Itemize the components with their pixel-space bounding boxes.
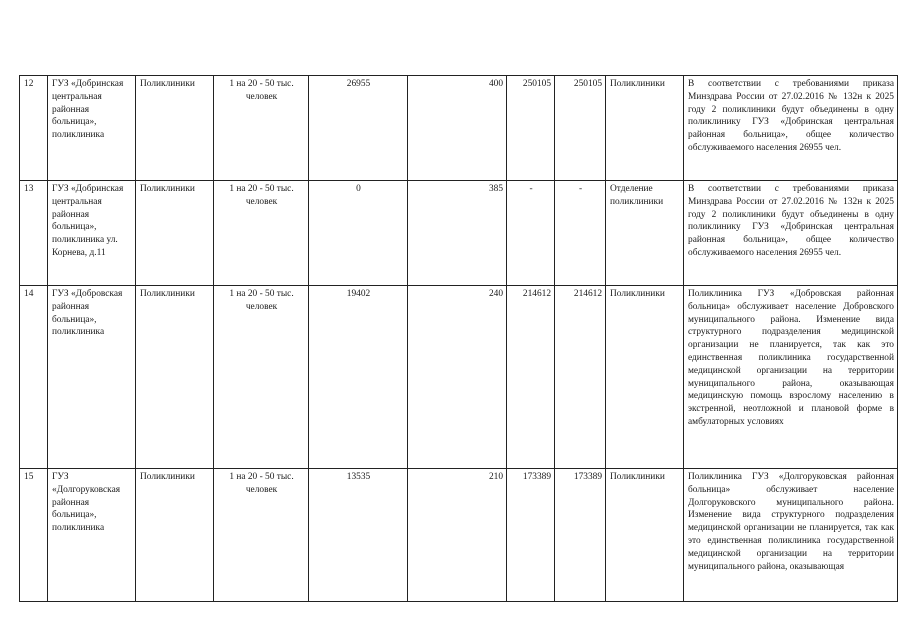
new-type-cell: Поликлиники — [606, 76, 684, 181]
visits-cell: 385 — [408, 181, 507, 286]
capacity-norm: 1 на 20 - 50 тыс. человек — [214, 286, 309, 469]
note-cell: Поликлиника ГУЗ «Добровская районная больница» обслуживает население Добровского муниципального района. Изменение вида структурного подразделения медицинской организации не планируется, так как это единственная поликлиника государственной медицинской организации на территории муниципального района, оказывающая медицинскую помощь взрослому населению в экстренной, неотложной и плановой форме в амбулаторных условиях — [684, 286, 898, 469]
facility-type: Поликлиники — [136, 286, 214, 469]
facility-name: ГУЗ «Добринская центральная районная больница», поликлиника ул. Корнева, д.11 — [48, 181, 136, 286]
value-b-cell: - — [555, 181, 606, 286]
table-row — [20, 286, 898, 469]
facility-type: Поликлиники — [136, 469, 214, 602]
population-cell: 0 — [309, 181, 408, 286]
value-b-cell: 173389 — [555, 469, 606, 602]
population-cell: 13535 — [309, 469, 408, 602]
facility-name: ГУЗ «Добровская районная больница», поликлиника — [48, 286, 136, 469]
visits-cell: 240 — [408, 286, 507, 469]
capacity-norm: 1 на 20 - 50 тыс. человек — [214, 76, 309, 181]
row-number: 14 — [20, 286, 48, 469]
capacity-norm: 1 на 20 - 50 тыс. человек — [214, 181, 309, 286]
note-cell: Поликлиника ГУЗ «Долгоруковская районная больница» обслуживает население Долгоруковского муниципального района. Изменение вида структурного подразделения медицинской организации не планируется, так как это единственная поликлиника государственной медицинской организации на территории муниципального района, оказывающая — [684, 469, 898, 602]
table-row — [20, 181, 898, 286]
facility-type: Поликлиники — [136, 181, 214, 286]
visits-cell: 400 — [408, 76, 507, 181]
population-cell: 26955 — [309, 76, 408, 181]
table-row — [20, 469, 898, 602]
visits-cell: 210 — [408, 469, 507, 602]
row-number: 13 — [20, 181, 48, 286]
row-number: 15 — [20, 469, 48, 602]
population-cell: 19402 — [309, 286, 408, 469]
value-b-cell: 214612 — [555, 286, 606, 469]
value-b-cell: 250105 — [555, 76, 606, 181]
new-type-cell: Поликлиники — [606, 286, 684, 469]
row-number: 12 — [20, 76, 48, 181]
capacity-norm: 1 на 20 - 50 тыс. человек — [214, 469, 309, 602]
value-a-cell: 173389 — [507, 469, 555, 602]
value-a-cell: 250105 — [507, 76, 555, 181]
note-cell: В соответствии с требованиями приказа Минздрава России от 27.02.2016 № 132н к 2025 году 2 поликлиники будут объединены в одну поликлинику ГУЗ «Добринская центральная районная больница», общее количество обслуживаемого населения 26955 чел. — [684, 76, 898, 181]
new-type-cell: Поликлиники — [606, 469, 684, 602]
table-row — [20, 76, 898, 181]
note-cell: В соответствии с требованиями приказа Минздрава России от 27.02.2016 № 132н к 2025 году 2 поликлиники будут объединены в одну поликлинику ГУЗ «Добринская центральная районная больница», общее количество обслуживаемого населения 26955 чел. — [684, 181, 898, 286]
facilities-table — [19, 75, 898, 602]
facility-type: Поликлиники — [136, 76, 214, 181]
new-type-cell: Отделение поликлиники — [606, 181, 684, 286]
value-a-cell: - — [507, 181, 555, 286]
value-a-cell: 214612 — [507, 286, 555, 469]
facility-name: ГУЗ «Добринская центральная районная больница», поликлиника — [48, 76, 136, 181]
facility-name: ГУЗ «Долгоруковская районная больница», поликлиника — [48, 469, 136, 602]
